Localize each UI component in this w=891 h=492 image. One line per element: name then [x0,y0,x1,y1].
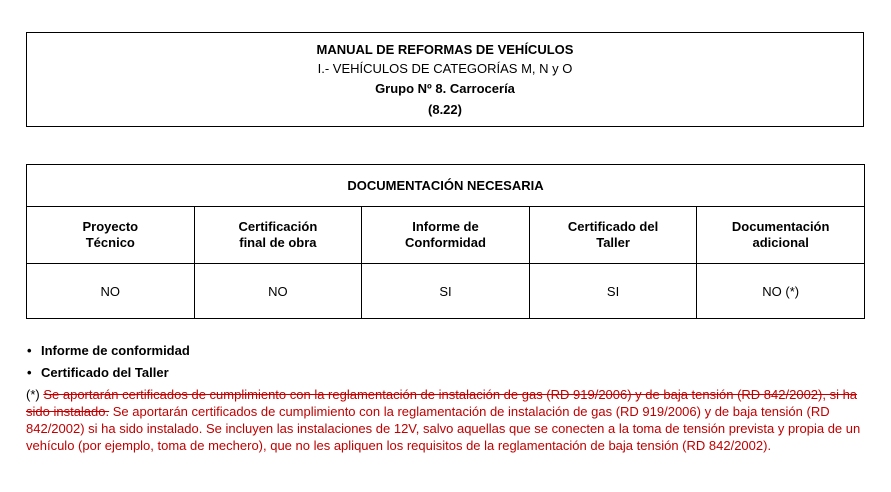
footnote [26,386,866,454]
column-header-proyecto-tecnico: Proyecto Técnico [27,207,195,264]
documentation-table [26,164,865,319]
manual-title: MANUAL DE REFORMAS DE VEHÍCULOS [316,42,574,57]
header-box [26,32,864,127]
column-header-certificado-taller: Certificado del Taller [529,207,697,264]
struck-text: Se aportarán certificados de cumplimiento con la reglamentación de instalación de gas (RD 919/2006) y de baja tensión (RD 842/2002), si ha sido instalado. [26,387,858,419]
value-certificado-taller: SI [529,264,697,319]
value-documentacion-adicional: NO (*) [697,264,865,319]
table-title: DOCUMENTACIÓN NECESARIA [27,165,865,207]
required-documents-list [26,340,876,384]
group-title: Grupo Nº 8. Carrocería [375,81,515,96]
list-item: • Informe de conformidad [26,340,876,362]
value-informe-conformidad: SI [362,264,530,319]
replacement-text: Se aportarán certificados de cumplimiento con la reglamentación de instalación de gas (RD 919/2006) y de baja tensión (RD 842/2002) si ha sido instalado. Se incluyen las instalaciones de 12V, salvo aquellas que se conecten a la toma de tensión prevista y propia de un vehículo (por ejemplo, toma de mechero), que no les apliquen los requisitos de la reglamentación de baja tensión (RD 842/2002). [26,404,861,453]
list-item: • Certificado del Taller [26,362,876,384]
bullet-icon: • [27,365,32,380]
footnote-marker: (*) [26,387,40,402]
column-header-informe-conformidad: Informe de Conformidad [362,207,530,264]
column-header-certificacion-final: Certificación final de obra [194,207,362,264]
column-header-documentacion-adicional: Documentación adicional [697,207,865,264]
category-subtitle: I.- VEHÍCULOS DE CATEGORÍAS M, N y O [317,61,573,76]
bullet-icon: • [27,343,32,358]
reform-code: (8.22) [428,102,462,117]
value-certificacion-final: NO [194,264,362,319]
value-proyecto-tecnico: NO [27,264,195,319]
